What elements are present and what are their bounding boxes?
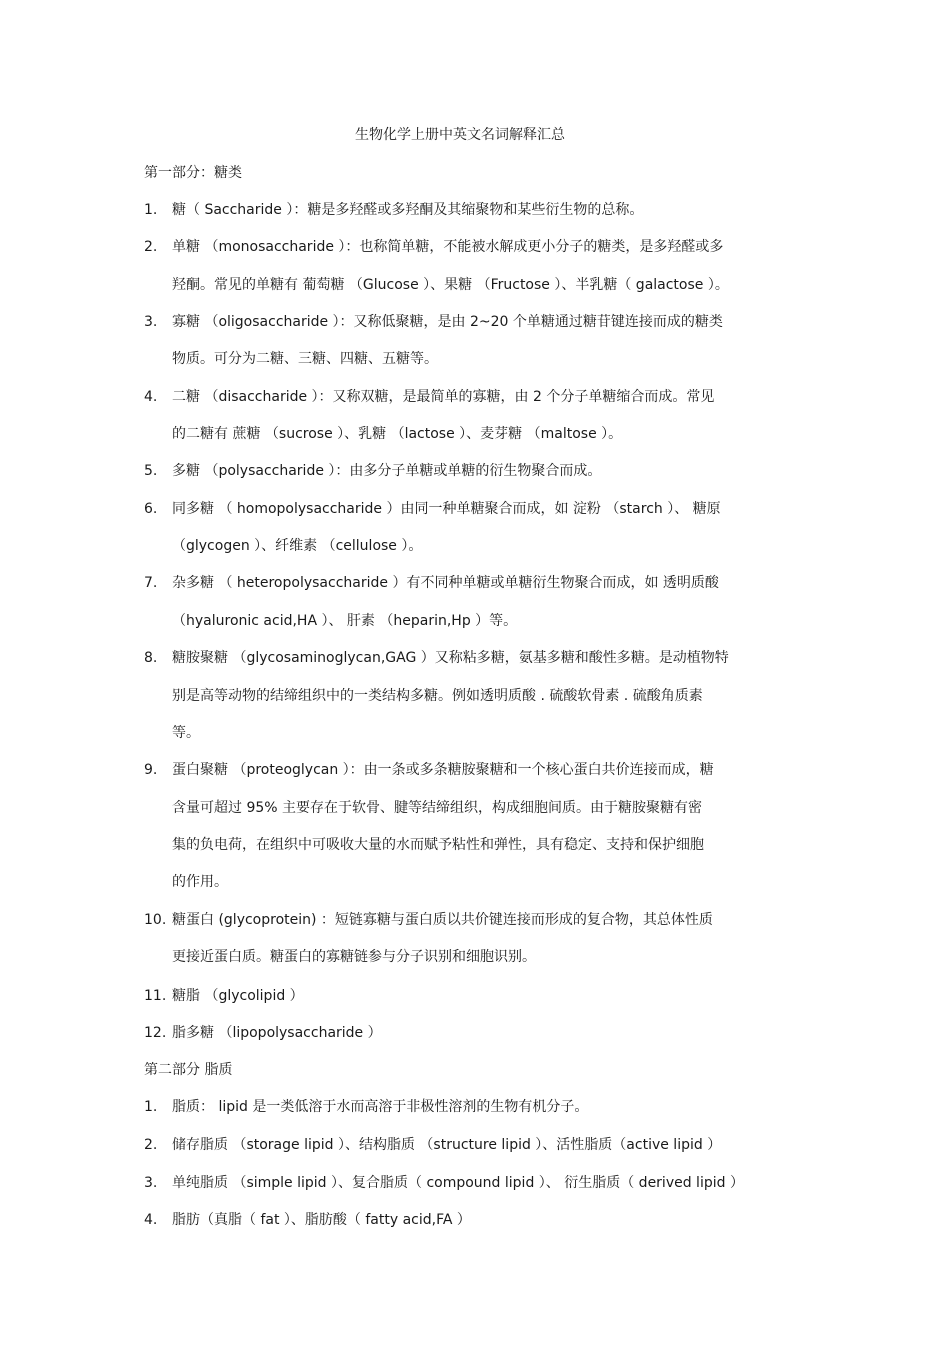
list-item	[144, 499, 721, 519]
item-text: 二糖 （disaccharide ）：又称双糖，是最简单的寡糖，由 2 个分子单糖缩合而成。常见	[172, 389, 715, 405]
list-item	[144, 461, 601, 481]
item-number: 3.	[144, 1175, 158, 1191]
item-continuation: 等。	[172, 725, 200, 741]
item-number: 4.	[144, 1212, 158, 1228]
item-continuation: 更接近蛋白质。糖蛋白的寡糖链参与分子识别和细胞识别。	[172, 949, 536, 965]
item-text: 脂质： lipid 是一类低溶于水而高溶于非极性溶剂的生物有机分子。	[172, 1099, 589, 1115]
list-item	[144, 1210, 471, 1230]
list-item	[144, 573, 719, 593]
item-text: 蛋白聚糖 （proteoglycan ）：由一条或多条糖胺聚糖和一个核心蛋白共价连接而成，糖	[172, 762, 714, 778]
item-number: 2.	[144, 1137, 158, 1153]
item-text: 多糖 （polysaccharide ）：由多分子单糖或单糖的衍生物聚合而成。	[172, 463, 602, 479]
item-continuation: 的二糖有 蔗糖 （sucrose ）、乳糖 （lactose ）、麦芽糖 （maltose ）。	[172, 426, 623, 442]
item-text: 杂多糖 （ heteropolysaccharide ）有不同种单糖或单糖衍生物聚合而成，如 透明质酸	[172, 575, 719, 591]
page-title: 生物化学上册中英文名词解释汇总	[355, 127, 565, 143]
list-item	[144, 1173, 744, 1193]
item-text: 单糖 （monosaccharide ）：也称简单糖，不能被水解成更小分子的糖类，是多羟醛或多	[172, 239, 724, 255]
list-item	[144, 1097, 588, 1117]
list-item	[144, 387, 714, 407]
item-continuation: 集的负电荷，在组织中可吸收大量的水而赋予粘性和弹性，具有稳定、支持和保护细胞	[172, 837, 704, 853]
item-continuation: 含量可超过 95% 主要存在于软骨、腱等结缔组织，构成细胞间质。由于糖胺聚糖有密	[172, 800, 703, 816]
item-text: 糖蛋白 (glycoprotein) ：短链寡糖与蛋白质以共价键连接而形成的复合物，其总体性质	[172, 912, 713, 928]
item-text: 寡糖 （oligosaccharide ）：又称低聚糖，是由 2~20 个单糖通过糖苷键连接而成的糖类	[172, 314, 723, 330]
list-item	[144, 1135, 721, 1155]
item-number: 1.	[144, 202, 158, 218]
item-number: 6.	[144, 501, 158, 517]
item-number: 11.	[144, 988, 167, 1004]
item-text: 同多糖 （ homopolysaccharide ）由同一种单糖聚合而成，如 淀粉 （starch ）、 糖原	[172, 501, 721, 517]
item-number: 3.	[144, 314, 158, 330]
item-text: 糖脂 （glycolipid ）	[172, 988, 304, 1004]
section-heading-carbohydrates: 第一部分：糖类	[144, 165, 242, 181]
item-continuation: 羟酮。常见的单糖有 葡萄糖 （Glucose ）、果糖 （Fructose ）、半乳糖（ galactose ）。	[172, 277, 729, 293]
item-number: 10.	[144, 912, 167, 928]
list-item	[144, 200, 643, 220]
list-item	[144, 648, 729, 668]
item-number: 4.	[144, 389, 158, 405]
item-number: 1.	[144, 1099, 158, 1115]
item-number: 12.	[144, 1025, 167, 1041]
item-continuation: 的作用。	[172, 874, 228, 890]
item-continuation: （glycogen ）、纤维素 （cellulose ）。	[172, 538, 423, 554]
item-number: 9.	[144, 762, 158, 778]
list-item	[144, 237, 723, 257]
list-item	[144, 986, 304, 1006]
item-number: 2.	[144, 239, 158, 255]
item-text: 糖胺聚糖 （glycosaminoglycan,GAG ）又称粘多糖，氨基多糖和酸性多糖。是动植物特	[172, 650, 729, 666]
item-number: 5.	[144, 463, 158, 479]
item-continuation: 别是高等动物的结缔组织中的一类结构多糖。例如透明质酸 . 硫酸软骨素 . 硫酸角质素	[172, 688, 703, 704]
item-text: 糖（ Saccharide ）：糖是多羟醛或多羟酮及其缩聚物和某些衍生物的总称。	[172, 202, 644, 218]
list-item	[144, 760, 714, 780]
item-continuation: 物质。可分为二糖、三糖、四糖、五糖等。	[172, 351, 438, 367]
item-text: 脂肪（真脂（ fat ）、脂肪酸（ fatty acid,FA ）	[172, 1212, 471, 1228]
item-number: 7.	[144, 575, 158, 591]
item-text: 储存脂质 （storage lipid ）、结构脂质 （structure lipid ）、活性脂质（active lipid ）	[172, 1137, 722, 1153]
list-item	[144, 910, 713, 930]
item-text: 脂多糖 （lipopolysaccharide ）	[172, 1025, 382, 1041]
list-item	[144, 312, 723, 332]
item-continuation: （hyaluronic acid,HA ）、 肝素 （heparin,Hp ）等。	[172, 613, 518, 629]
section-heading-lipids: 第二部分 脂质	[144, 1062, 233, 1078]
item-number: 8.	[144, 650, 158, 666]
item-text: 单纯脂质 （simple lipid ）、复合脂质（ compound lipid ）、 衍生脂质（ derived lipid ）	[172, 1175, 744, 1191]
list-item	[144, 1023, 382, 1043]
